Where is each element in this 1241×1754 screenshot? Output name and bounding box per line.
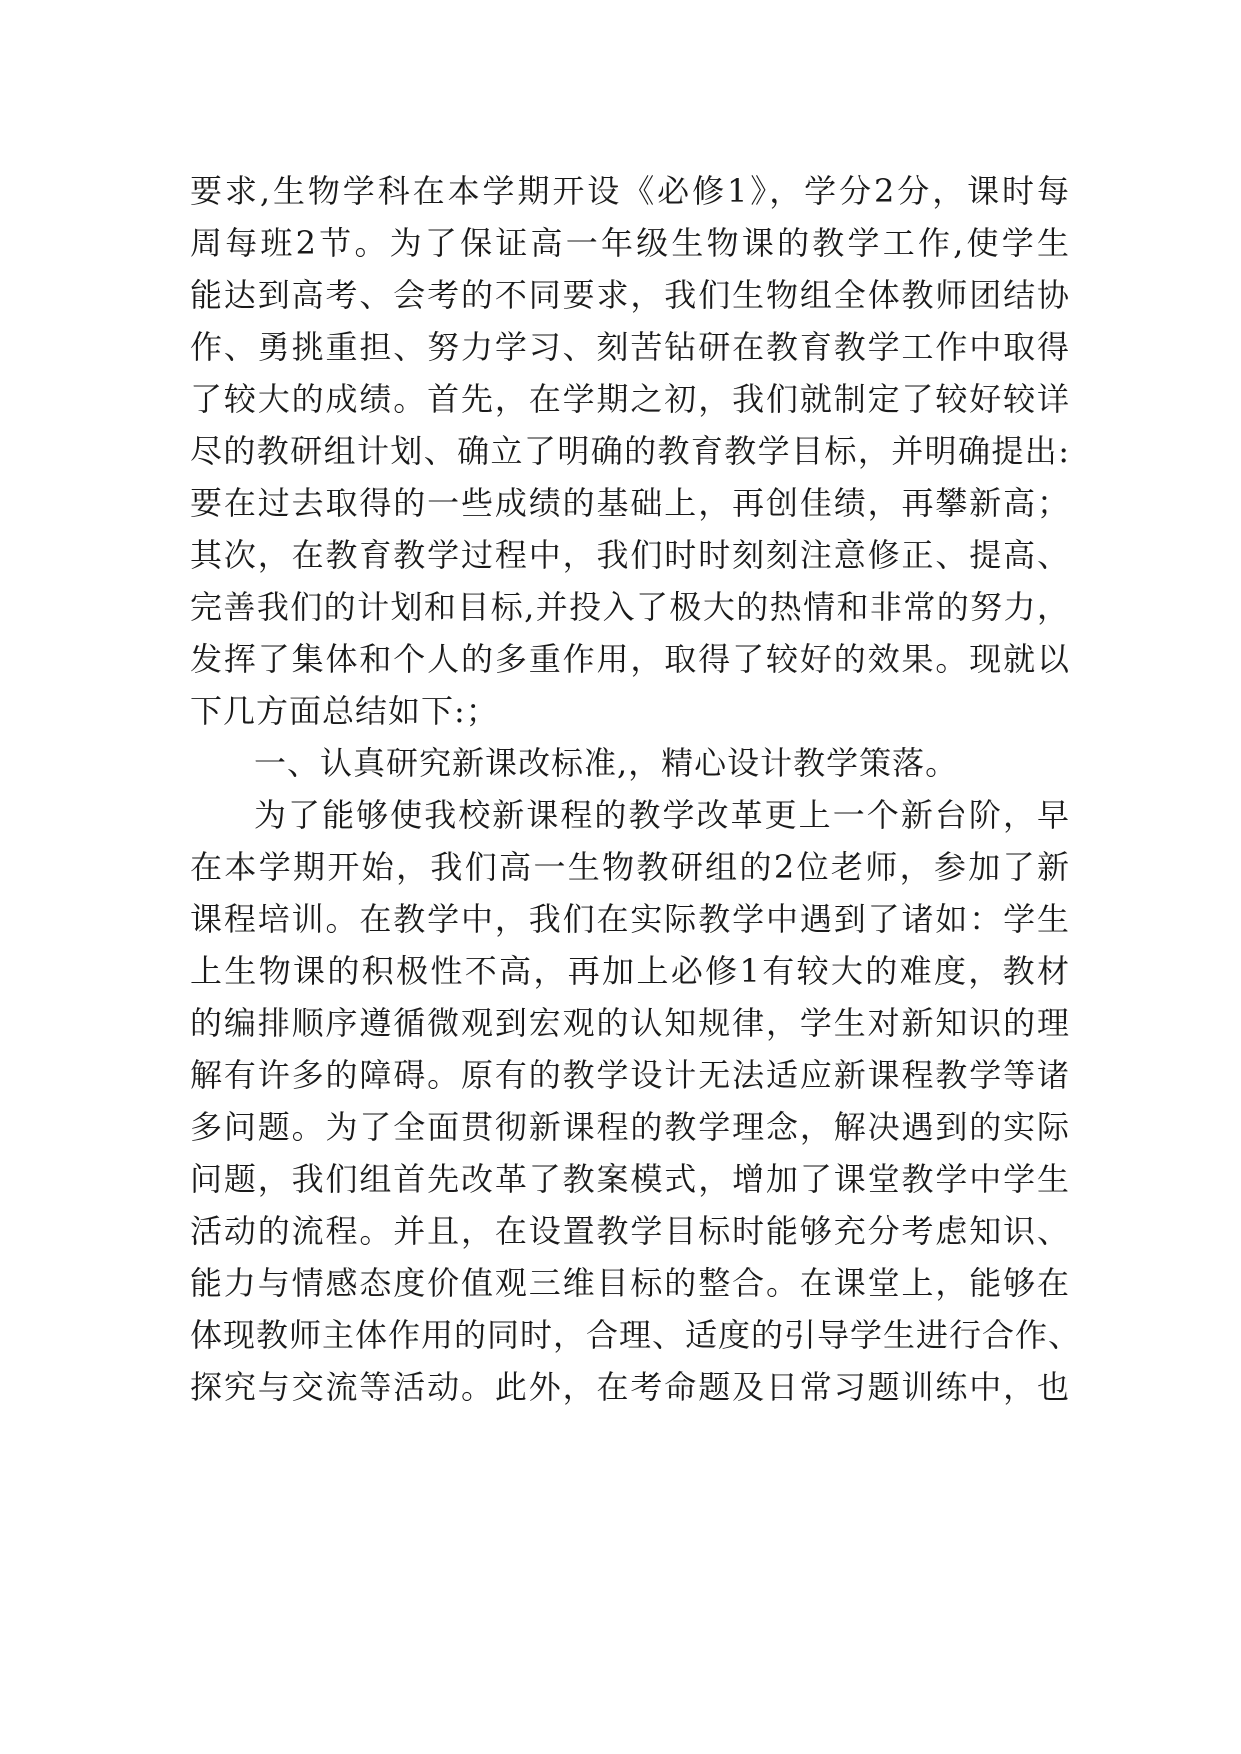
- body-text: [190, 165, 1082, 1413]
- text-line: 的编排顺序遵循微观到宏观的认知规律，学生对新知识的理: [190, 1004, 1070, 1042]
- text-line: 课程培训。在教学中，我们在实际教学中遇到了诸如：学生: [190, 900, 1070, 938]
- text-line: 要在过去取得的一些成绩的基础上，再创佳绩，再攀新高；: [190, 484, 1070, 522]
- text-line: 作、勇挑重担、努力学习、刻苦钻研在教育教学工作中取得: [190, 328, 1070, 366]
- paragraph-first-line: 为了能够使我校新课程的教学改革更上一个新台阶，早: [254, 796, 1070, 834]
- text-line: 了较大的成绩。首先，在学期之初，我们就制定了较好较详: [190, 380, 1070, 418]
- text-line: 要求,生物学科在本学期开设《必修1》，学分2分，课时每: [190, 172, 1070, 210]
- text-line: 周每班2节。为了保证高一年级生物课的教学工作,使学生: [190, 224, 1070, 262]
- text-line: 在本学期开始，我们高一生物教研组的2位老师，参加了新: [190, 848, 1070, 886]
- text-line: 下几方面总结如下:；: [190, 692, 499, 730]
- text-line: 体现教师主体作用的同时，合理、适度的引导学生进行合作、: [190, 1316, 1082, 1354]
- text-line: 能达到高考、会考的不同要求，我们生物组全体教师团结协: [190, 276, 1070, 314]
- text-line: 上生物课的积极性不高，再加上必修1有较大的难度，教材: [190, 952, 1070, 990]
- section-heading: 一、认真研究新课改标准,，精心设计教学策落。: [254, 744, 959, 782]
- text-line: 探究与交流等活动。此外，在考命题及日常习题训练中，也: [190, 1368, 1070, 1406]
- text-line: 其次，在教育教学过程中，我们时时刻刻注意修正、提高、: [190, 536, 1070, 574]
- text-line: 发挥了集体和个人的多重作用，取得了较好的效果。现就以: [190, 640, 1070, 678]
- text-line: 问题，我们组首先改革了教案模式，增加了课堂教学中学生: [190, 1160, 1070, 1198]
- text-line: 解有许多的障碍。原有的教学设计无法适应新课程教学等诸: [190, 1056, 1070, 1094]
- text-line: 活动的流程。并且，在设置教学目标时能够充分考虑知识、: [190, 1212, 1070, 1250]
- text-line: 能力与情感态度价值观三维目标的整合。在课堂上，能够在: [190, 1264, 1070, 1302]
- text-line: 尽的教研组计划、确立了明确的教育教学目标，并明确提出:: [190, 432, 1070, 470]
- text-line: 完善我们的计划和目标,并投入了极大的热情和非常的努力，: [190, 588, 1070, 626]
- text-line: 多问题。为了全面贯彻新课程的教学理念，解决遇到的实际: [190, 1108, 1070, 1146]
